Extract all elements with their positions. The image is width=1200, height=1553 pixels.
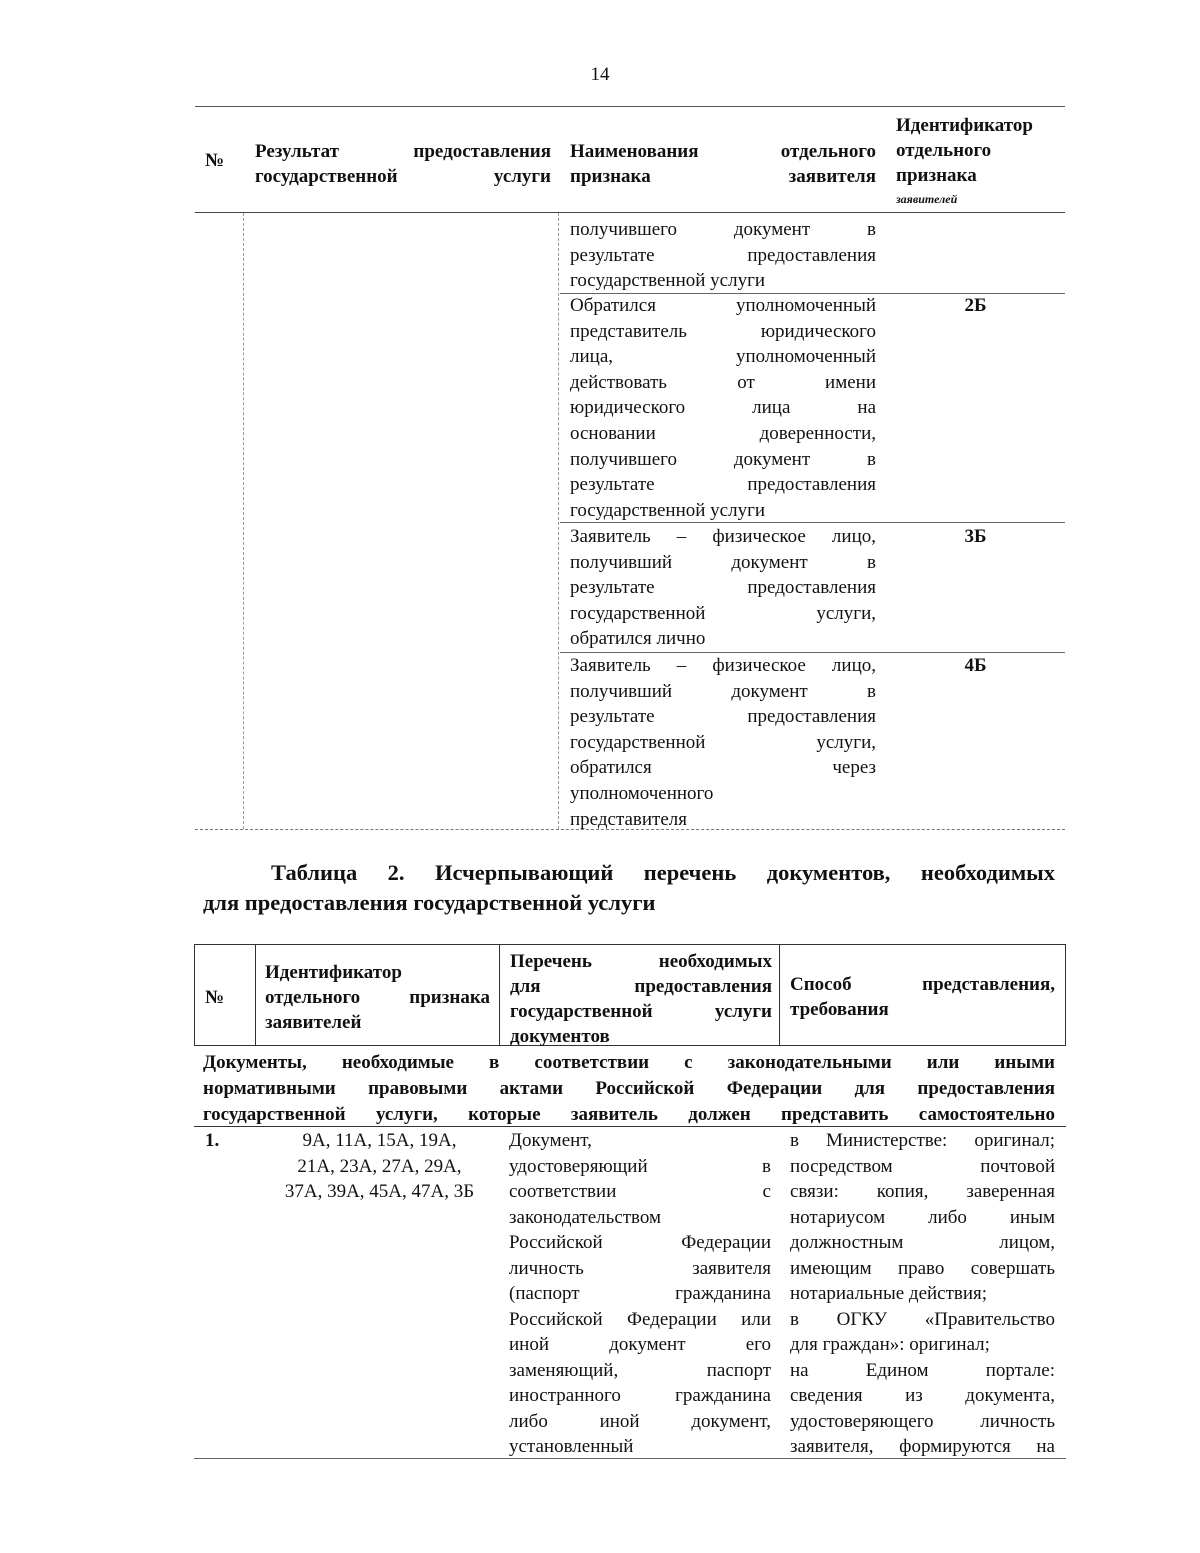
text-line: государственной услуги, <box>570 731 876 753</box>
table1-row-border <box>560 522 1065 523</box>
table1-row-text <box>570 293 876 523</box>
text-line: получивший документ в <box>570 680 876 702</box>
table1-column-divider <box>243 213 244 829</box>
table1-top-border <box>195 106 1065 107</box>
table1-row-identifier: 2Б <box>964 295 987 316</box>
id-line: 37А, 39А, 45А, 47А, 3Б <box>284 1181 475 1202</box>
text-line: нотариальные действия; <box>790 1283 988 1304</box>
text-line: связи: копия, заверенная <box>790 1181 1055 1202</box>
text-line: иной документ его <box>509 1334 771 1355</box>
table2-column-divider <box>499 944 500 1046</box>
table2-header-documents <box>510 949 772 1049</box>
table1-header-identifier-text: Идентификатор отдельного признака <box>896 115 1033 186</box>
table2-title <box>203 858 1055 918</box>
table1-header-identifier-sub: заявителей <box>896 192 958 206</box>
text-line: заменяющий, паспорт <box>509 1359 771 1381</box>
text-line: представитель юридического <box>570 320 876 342</box>
table2-header-num: № <box>205 987 225 1008</box>
id-line: 21А, 23А, 27А, 29А, <box>297 1155 462 1177</box>
text-line: законодательством <box>509 1206 662 1228</box>
text-line: представителя <box>570 808 688 830</box>
text-line: результате предоставления <box>570 706 876 728</box>
table2-header-method: Способ представления, требования <box>790 974 1055 1020</box>
text-line: обратился через <box>570 757 876 779</box>
text-line: посредством почтовой <box>790 1155 1055 1177</box>
text-line: сведения из документа, <box>790 1385 1055 1406</box>
table2-row-number: 1. <box>205 1130 220 1151</box>
text-line: для граждан»: оригинал; <box>790 1334 990 1355</box>
text-line: получивший документ в <box>570 551 876 573</box>
id-line: 9А, 11А, 15А, 19А, <box>302 1130 457 1151</box>
text-line: Российской Федерации <box>509 1232 771 1253</box>
text-line: удостоверяющий в <box>509 1155 771 1177</box>
text-line: обратился лично <box>570 628 706 650</box>
header-line: документов <box>510 1026 610 1047</box>
table2-section-border <box>194 1126 1066 1127</box>
table1-header-num: № <box>205 150 225 171</box>
text-line: юридического лица на <box>570 397 876 419</box>
title-line: Таблица 2. Исчерпывающий перечень документов, необходимых <box>271 860 1055 885</box>
table1-row-text <box>570 653 876 832</box>
table2-row-method <box>790 1128 1055 1460</box>
table1-row-identifier: 3Б <box>964 526 987 547</box>
text-line: действовать от имени <box>570 371 876 393</box>
table2-column-divider <box>255 944 256 1046</box>
table1-row-text <box>570 524 876 652</box>
header-line: государственной услуги <box>510 1001 772 1022</box>
table2-bottom-border <box>194 1458 1066 1459</box>
section-line: Документы, необходимые в соответствии с законодательными или иными <box>203 1052 1055 1073</box>
text-line: либо иной документ, <box>509 1410 771 1432</box>
text-line: лица, уполномоченный <box>570 346 876 368</box>
text-line: удостоверяющего личность <box>790 1410 1055 1432</box>
section-line: нормативными правовыми актами Российской Федерации для предоставления <box>203 1078 1055 1099</box>
text-line: результате предоставления <box>570 474 876 496</box>
text-line: Заявитель – физическое лицо, <box>570 526 876 547</box>
text-line: имеющим право совершать <box>790 1257 1055 1279</box>
section-line: государственной услуги, которые заявитель должен представить самостоятельно <box>203 1104 1055 1125</box>
text-line: на Едином портале: <box>790 1359 1055 1381</box>
text-line: уполномоченного <box>570 782 714 804</box>
title-line: для предоставления государственной услуги <box>203 890 656 915</box>
text-line: личность заявителя <box>509 1257 771 1279</box>
text-line: заявителя, формируются на <box>790 1436 1055 1457</box>
table1-column-divider <box>558 213 559 829</box>
text-line: основании доверенности, <box>570 422 876 444</box>
header-line: для предоставления <box>510 976 772 997</box>
text-line: в Министерстве: оригинал; <box>790 1130 1055 1151</box>
text-line: получившего документ в <box>570 448 876 470</box>
table1-header-result: Результат предоставления государственной услуги <box>255 141 551 187</box>
text-line: нотариусом либо иным <box>790 1206 1055 1228</box>
text-line: Российской Федерации или <box>509 1308 771 1330</box>
text-line: результате предоставления <box>570 244 876 266</box>
table1-header-identifier <box>896 113 1066 206</box>
text-line: соответствии с <box>509 1181 771 1202</box>
text-line: государственной услуги <box>570 270 766 292</box>
text-line: иностранного гражданина <box>509 1385 771 1406</box>
text-line: (паспорт гражданина <box>509 1283 771 1304</box>
table1-row-text <box>570 217 876 294</box>
table2-section-heading <box>203 1050 1055 1128</box>
text-line: Обратился уполномоченный <box>570 295 876 316</box>
table1-header-name: Наименования отдельного признака заявителя <box>570 141 876 187</box>
text-line: в ОГКУ «Правительство <box>790 1308 1055 1330</box>
text-line: государственной услуги <box>570 499 766 521</box>
table2-column-divider <box>779 944 780 1046</box>
text-line: должностным лицом, <box>790 1232 1055 1253</box>
table2-row-document <box>509 1128 771 1460</box>
text-line: государственной услуги, <box>570 602 876 624</box>
text-line: получившего документ в <box>570 219 876 240</box>
text-line: Заявитель – физическое лицо, <box>570 655 876 676</box>
text-line: результате предоставления <box>570 577 876 599</box>
table1-header-border <box>195 212 1065 213</box>
text-line: Документ, <box>509 1130 592 1151</box>
table2-header-identifier: Идентификатор отдельного признака заявителей <box>265 962 490 1033</box>
table2-row-identifiers <box>262 1128 497 1205</box>
table1-bottom-border <box>195 829 1065 830</box>
header-line: Перечень необходимых <box>510 951 772 972</box>
text-line: установленный <box>509 1436 634 1457</box>
table1-row-identifier: 4Б <box>964 655 987 676</box>
page-number: 14 <box>590 64 610 85</box>
